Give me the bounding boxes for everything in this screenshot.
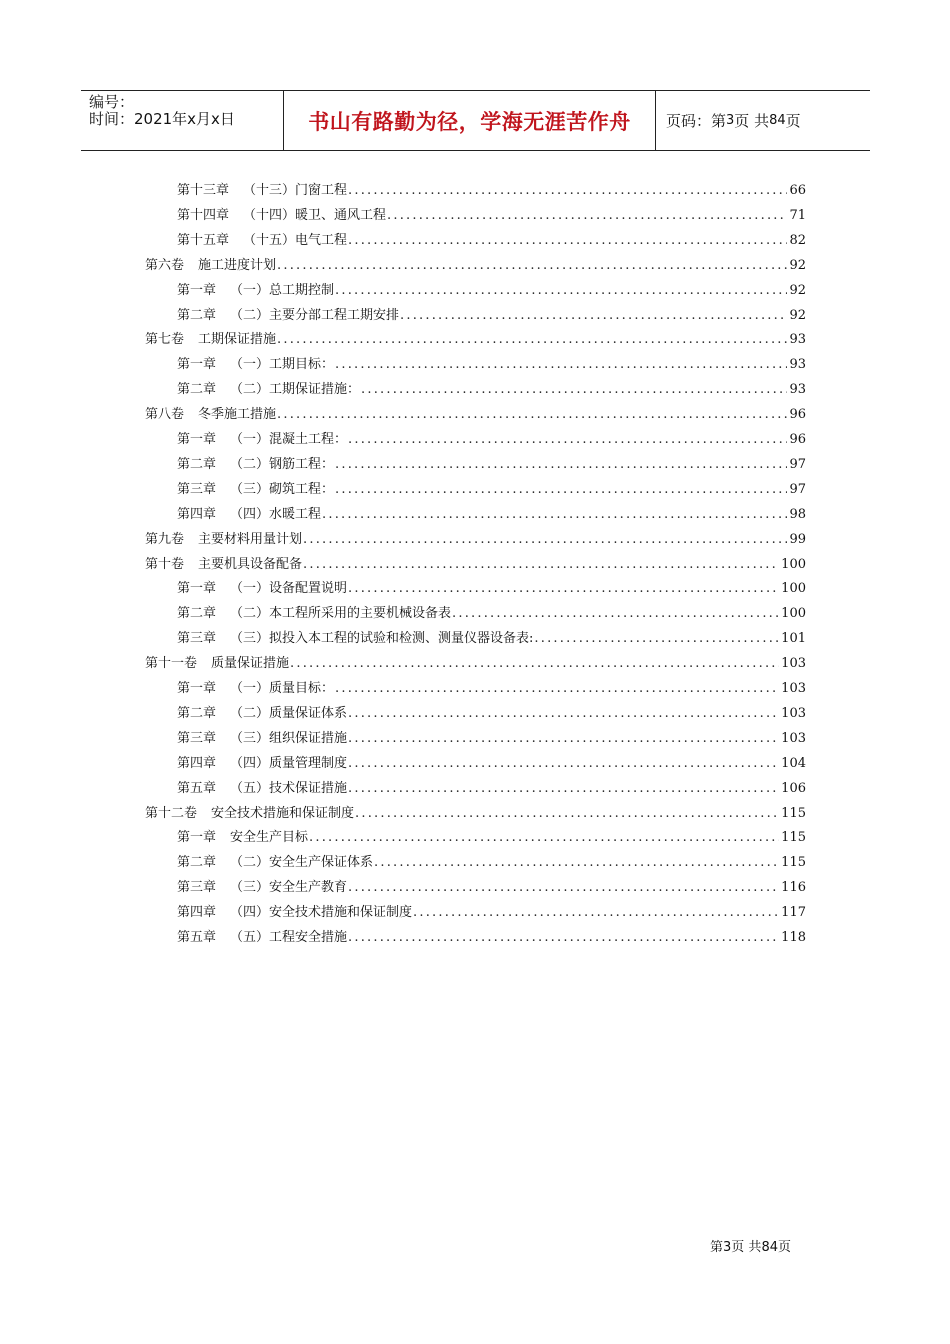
toc-dot-leader bbox=[347, 428, 787, 452]
toc-entry-page: 93 bbox=[789, 357, 806, 373]
toc-entry-label: 第十五章 bbox=[177, 232, 230, 248]
toc-entry-text: 主要材料用量计划 bbox=[198, 531, 303, 547]
toc-dot-leader bbox=[321, 503, 787, 527]
toc-entry-chapter[interactable] bbox=[177, 279, 806, 303]
toc-entry-label: 第二章 bbox=[177, 307, 217, 323]
toc-entry-page: 115 bbox=[781, 855, 806, 871]
toc-entry-title bbox=[177, 826, 308, 850]
toc-dot-leader bbox=[289, 652, 779, 676]
toc-entry-title bbox=[177, 204, 386, 228]
toc-entry-title bbox=[177, 279, 334, 303]
toc-entry-chapter[interactable] bbox=[177, 179, 806, 203]
toc-entry-chapter[interactable] bbox=[177, 503, 806, 527]
toc-dot-leader bbox=[399, 304, 787, 328]
toc-entry-chapter[interactable] bbox=[177, 353, 806, 377]
header-page-mid: 页 共 bbox=[734, 112, 770, 130]
toc-entry-page: 97 bbox=[789, 456, 806, 472]
toc-dot-leader bbox=[373, 851, 779, 875]
toc-entry-title bbox=[177, 926, 347, 950]
toc-entry-text: 主要机具设备配备 bbox=[198, 556, 303, 572]
toc-entry-text: （二）安全生产保证体系 bbox=[230, 855, 374, 871]
toc-dot-leader bbox=[347, 179, 787, 203]
toc-entry-page: 92 bbox=[789, 257, 806, 273]
toc-entry-label: 第一章 bbox=[177, 432, 217, 447]
footer-page-total: 84 bbox=[761, 1240, 778, 1255]
toc-entry-label: 第十三章 bbox=[177, 183, 230, 198]
toc-entry-chapter[interactable] bbox=[177, 478, 806, 502]
toc-entry-chapter[interactable] bbox=[177, 851, 806, 875]
toc-entry-label: 第十一卷 bbox=[145, 656, 198, 672]
toc-entry-label: 第十卷 bbox=[145, 556, 185, 572]
toc-dot-leader bbox=[360, 378, 787, 402]
header-page-number bbox=[666, 91, 801, 150]
toc-entry-label: 第十四章 bbox=[177, 207, 230, 223]
toc-entry-text: （十三）门窗工程 bbox=[243, 183, 348, 198]
toc-dot-leader bbox=[386, 204, 787, 228]
header-divider bbox=[655, 91, 656, 150]
toc-dot-leader bbox=[354, 802, 779, 826]
toc-entry-page: 103 bbox=[781, 681, 806, 696]
toc-entry-page: 115 bbox=[781, 830, 806, 846]
toc-dot-leader bbox=[276, 328, 787, 352]
header-page-prefix: 页码：第 bbox=[666, 112, 727, 130]
toc-dot-leader bbox=[347, 577, 779, 601]
toc-entry-title bbox=[177, 851, 373, 875]
toc-dot-leader bbox=[412, 901, 779, 925]
footer-page-current: 3 bbox=[723, 1240, 732, 1255]
toc-dot-leader bbox=[451, 602, 779, 626]
toc-dot-leader bbox=[334, 279, 787, 303]
toc-entry-label: 第三章 bbox=[177, 880, 217, 896]
toc-entry-title bbox=[177, 179, 347, 203]
toc-entry-volume[interactable] bbox=[145, 328, 806, 352]
toc-entry-text: 安全技术措施和保证制度 bbox=[211, 805, 355, 821]
toc-entry-chapter[interactable] bbox=[177, 702, 806, 726]
toc-dot-leader bbox=[334, 478, 787, 502]
toc-dot-leader bbox=[276, 254, 787, 278]
toc-entry-page: 100 bbox=[781, 581, 806, 597]
toc-entry-title bbox=[177, 304, 399, 328]
toc-entry-text: （三）安全生产教育 bbox=[230, 880, 348, 896]
toc-entry-chapter[interactable] bbox=[177, 577, 806, 601]
toc-entry-label: 第二章 bbox=[177, 382, 217, 398]
toc-entry-title bbox=[177, 777, 347, 801]
toc-dot-leader bbox=[347, 777, 779, 801]
toc-entry-label: 第五章 bbox=[177, 930, 217, 945]
header-page-suffix: 页 bbox=[785, 112, 801, 130]
toc-entry-label: 第三章 bbox=[177, 481, 217, 497]
toc-entry-text: （一）质量目标： bbox=[230, 681, 335, 696]
toc-dot-leader bbox=[347, 229, 787, 253]
toc-entry-title bbox=[177, 901, 412, 925]
footer-prefix: 第 bbox=[710, 1240, 724, 1255]
toc-entry-text: 工期保证措施 bbox=[198, 332, 277, 348]
toc-entry-title bbox=[145, 254, 276, 278]
footer-suffix: 页 bbox=[777, 1240, 791, 1255]
toc-entry-chapter[interactable] bbox=[177, 428, 806, 452]
toc-entry-volume[interactable] bbox=[145, 403, 806, 427]
toc-entry-page: 92 bbox=[789, 282, 806, 298]
toc-entry-page: 96 bbox=[789, 407, 806, 423]
header-info bbox=[81, 91, 283, 150]
toc-entry-page: 99 bbox=[789, 531, 806, 547]
toc-entry-label: 第三章 bbox=[177, 631, 217, 647]
toc-entry-text: （二）质量保证体系 bbox=[230, 705, 348, 721]
toc-entry-page: 117 bbox=[781, 905, 806, 921]
toc-entry-title bbox=[145, 802, 354, 826]
header-motto: 书山有路勤为径，学海无涯苦作舟 bbox=[308, 109, 631, 134]
toc-entry-text: （三）拟投入本工程的试验和检测、测量仪器设备表: bbox=[230, 631, 534, 647]
toc-entry-label: 第二章 bbox=[177, 456, 217, 472]
toc-entry-title bbox=[145, 528, 302, 552]
toc-entry-page: 71 bbox=[789, 207, 806, 223]
toc-entry-page: 96 bbox=[789, 432, 806, 447]
toc-entry-chapter[interactable] bbox=[177, 901, 806, 925]
toc-entry-title bbox=[177, 503, 321, 527]
toc-dot-leader bbox=[308, 826, 779, 850]
toc-entry-text: 质量保证措施 bbox=[211, 656, 290, 672]
toc-entry-title bbox=[145, 553, 302, 577]
toc-entry-chapter[interactable] bbox=[177, 926, 806, 950]
header-date: 时间：2021年x月x日 bbox=[89, 110, 235, 128]
toc-entry-volume[interactable] bbox=[145, 652, 806, 676]
toc-entry-label: 第七卷 bbox=[145, 332, 185, 348]
toc-entry-title bbox=[177, 627, 533, 651]
toc-entry-label: 第一章 bbox=[177, 830, 217, 846]
toc-entry-title bbox=[177, 702, 347, 726]
toc-entry-title bbox=[177, 353, 334, 377]
toc-entry-label: 第一章 bbox=[177, 357, 217, 373]
toc-entry-label: 第一章 bbox=[177, 581, 217, 597]
toc-entry-text: 施工进度计划 bbox=[198, 257, 277, 273]
toc-entry-chapter[interactable] bbox=[177, 727, 806, 751]
toc-entry-text: （二）本工程所采用的主要机械设备表 bbox=[230, 606, 452, 622]
toc-entry-page: 93 bbox=[789, 382, 806, 398]
toc-entry-title bbox=[177, 602, 451, 626]
toc-entry-page: 106 bbox=[781, 780, 806, 796]
toc-entry-text: （一）工期目标： bbox=[230, 357, 335, 373]
toc-entry-text: （五）技术保证措施 bbox=[230, 780, 348, 796]
toc-dot-leader bbox=[347, 727, 779, 751]
toc-entry-chapter[interactable] bbox=[177, 752, 806, 776]
page-header bbox=[81, 90, 870, 151]
toc-entry-text: （四）安全技术措施和保证制度 bbox=[230, 905, 413, 921]
toc-entry-page: 97 bbox=[789, 481, 806, 497]
toc-dot-leader bbox=[533, 627, 779, 651]
footer-mid: 页 共 bbox=[731, 1240, 762, 1255]
toc-entry-title bbox=[145, 403, 276, 427]
toc-entry-page: 92 bbox=[789, 307, 806, 323]
toc-entry-title bbox=[177, 727, 347, 751]
toc-entry-chapter[interactable] bbox=[177, 204, 806, 228]
toc-dot-leader bbox=[276, 403, 787, 427]
toc-dot-leader bbox=[334, 453, 787, 477]
toc-dot-leader bbox=[347, 876, 779, 900]
toc-entry-label: 第八卷 bbox=[145, 407, 185, 423]
toc-entry-page: 98 bbox=[789, 506, 806, 522]
toc-entry-label: 第四章 bbox=[177, 755, 217, 771]
header-page-total: 84 bbox=[769, 113, 786, 128]
toc-entry-text: （二）工期保证措施： bbox=[230, 382, 361, 398]
toc-entry-title bbox=[177, 453, 334, 477]
toc-entry-text: 冬季施工措施 bbox=[198, 407, 277, 423]
toc-entry-title bbox=[145, 328, 276, 352]
toc-entry-text: （三）组织保证措施 bbox=[230, 730, 348, 746]
toc-entry-text: （十四）暖卫、通风工程 bbox=[243, 207, 387, 223]
toc-entry-label: 第二章 bbox=[177, 705, 217, 721]
toc-dot-leader bbox=[302, 528, 787, 552]
toc-dot-leader bbox=[334, 353, 787, 377]
toc-entry-label: 第九卷 bbox=[145, 531, 185, 547]
toc-entry-page: 82 bbox=[789, 232, 806, 248]
toc-entry-label: 第五章 bbox=[177, 780, 217, 796]
toc-entry-chapter[interactable] bbox=[177, 777, 806, 801]
toc-entry-chapter[interactable] bbox=[177, 378, 806, 402]
toc-entry-label: 第二章 bbox=[177, 855, 217, 871]
toc-entry-page: 118 bbox=[781, 930, 806, 945]
toc-entry-label: 第一章 bbox=[177, 282, 217, 298]
toc-entry-label: 第三章 bbox=[177, 730, 217, 746]
toc-entry-page: 100 bbox=[781, 606, 806, 622]
toc-entry-label: 第四章 bbox=[177, 905, 217, 921]
toc-entry-page: 104 bbox=[781, 755, 806, 771]
toc-entry-title bbox=[177, 478, 334, 502]
toc-entry-page: 103 bbox=[781, 705, 806, 721]
toc-entry-title bbox=[177, 876, 347, 900]
toc-entry-text: （一）总工期控制 bbox=[230, 282, 335, 298]
toc-dot-leader bbox=[347, 926, 779, 950]
toc-entry-title bbox=[145, 652, 289, 676]
toc-entry-title bbox=[177, 752, 347, 776]
toc-entry-text: （一）混凝土工程： bbox=[230, 432, 348, 447]
toc-entry-text: （十五）电气工程 bbox=[243, 232, 348, 248]
toc-entry-volume[interactable] bbox=[145, 802, 806, 826]
toc-entry-text: （四）质量管理制度 bbox=[230, 755, 348, 771]
toc-entry-volume[interactable] bbox=[145, 254, 806, 278]
toc-entry-title bbox=[177, 378, 360, 402]
toc-entry-text: （二）钢筋工程： bbox=[230, 456, 335, 472]
toc-entry-title bbox=[177, 677, 334, 701]
toc-entry-page: 93 bbox=[789, 332, 806, 348]
toc-entry-page: 103 bbox=[781, 730, 806, 746]
toc-entry-volume[interactable] bbox=[145, 528, 806, 552]
toc-entry-title bbox=[177, 428, 347, 452]
toc-entry-page: 103 bbox=[781, 656, 806, 672]
toc-entry-text: 安全生产目标 bbox=[230, 830, 309, 846]
toc-entry-text: （四）水暖工程 bbox=[230, 506, 322, 522]
header-code-label: 编号： bbox=[89, 93, 135, 111]
toc-entry-label: 第四章 bbox=[177, 506, 217, 522]
toc-entry-chapter[interactable] bbox=[177, 229, 806, 253]
toc-entry-chapter[interactable] bbox=[177, 627, 806, 651]
toc-entry-chapter[interactable] bbox=[177, 826, 806, 850]
toc-dot-leader bbox=[302, 553, 779, 577]
toc-entry-text: （三）砌筑工程： bbox=[230, 481, 335, 497]
toc-entry-text: （五）工程安全措施 bbox=[230, 930, 348, 945]
toc-entry-page: 100 bbox=[781, 556, 806, 572]
toc-entry-label: 第十二卷 bbox=[145, 805, 198, 821]
toc-entry-page: 115 bbox=[781, 805, 806, 821]
toc-entry-label: 第六卷 bbox=[145, 257, 185, 273]
header-page-current: 3 bbox=[726, 113, 735, 128]
toc-entry-page: 101 bbox=[781, 631, 806, 647]
toc-entry-text: （二）主要分部工程工期安排 bbox=[230, 307, 400, 323]
toc-dot-leader bbox=[334, 677, 779, 701]
toc-entry-title bbox=[177, 577, 347, 601]
toc-dot-leader bbox=[347, 702, 779, 726]
toc-dot-leader bbox=[347, 752, 779, 776]
toc-entry-chapter[interactable] bbox=[177, 602, 806, 626]
page-footer bbox=[710, 1236, 791, 1255]
toc-entry-label: 第二章 bbox=[177, 606, 217, 622]
toc-entry-title bbox=[177, 229, 347, 253]
toc-entry-chapter[interactable] bbox=[177, 304, 806, 328]
toc-entry-page: 116 bbox=[781, 880, 806, 896]
toc-entry-chapter[interactable] bbox=[177, 876, 806, 900]
toc-entry-label: 第一章 bbox=[177, 681, 217, 696]
toc-entry-chapter[interactable] bbox=[177, 677, 806, 701]
toc-entry-text: （一）设备配置说明 bbox=[230, 581, 348, 597]
toc-entry-chapter[interactable] bbox=[177, 453, 806, 477]
toc-entry-page: 66 bbox=[789, 183, 806, 198]
toc-entry-volume[interactable] bbox=[145, 553, 806, 577]
